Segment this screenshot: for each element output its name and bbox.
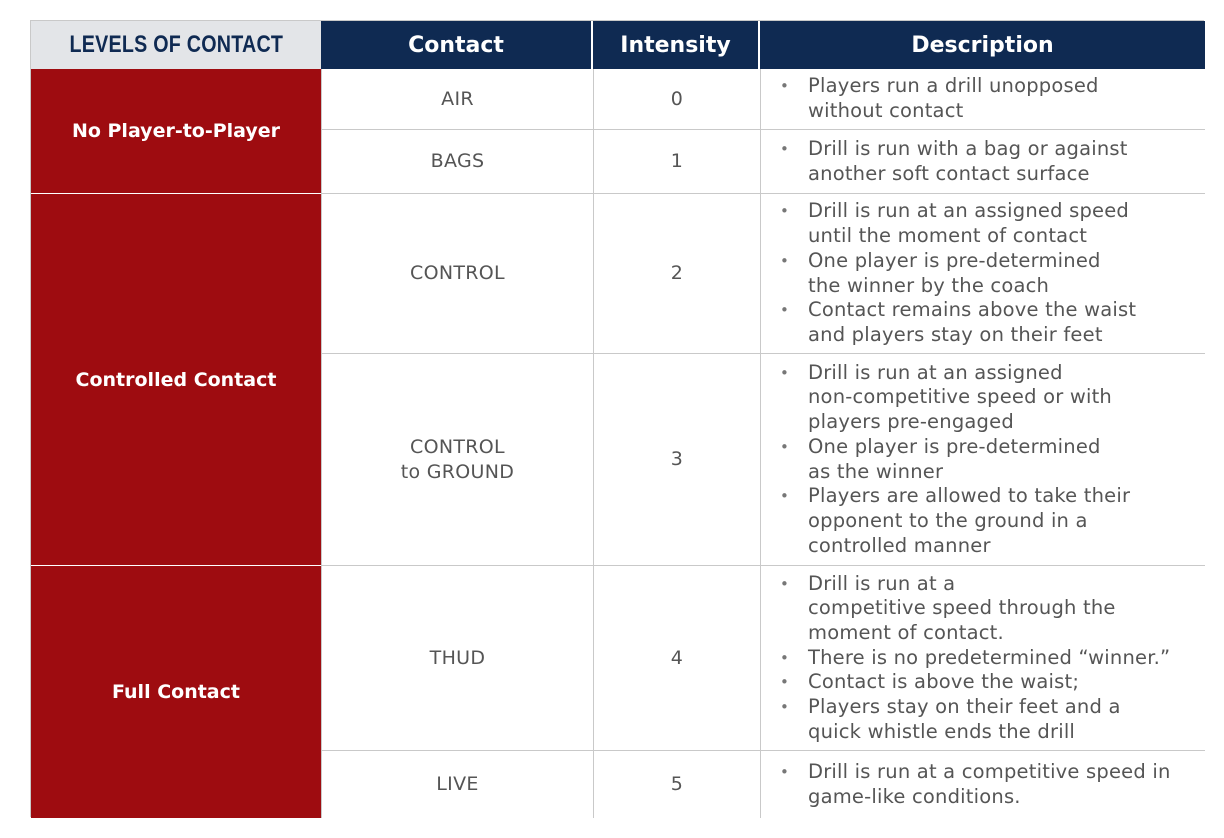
description-item: • There is no predetermined “winner.”	[780, 646, 1170, 671]
contact-label: CONTROL	[410, 262, 505, 284]
description-item: • Players run a drill unopposed without contact	[780, 74, 1099, 123]
description-cell	[760, 566, 1205, 751]
table-title-text: LEVELS OF CONTACT	[69, 31, 283, 58]
description-cell	[760, 354, 1205, 566]
category-no-player-to-player: No Player-to-Player	[31, 69, 321, 194]
description-item: • Players stay on their feet and a quick whistle ends the drill	[780, 695, 1170, 744]
contact-label-line: to GROUND	[400, 460, 515, 483]
contact-label-stack	[401, 435, 514, 485]
description-item: • One player is pre-determined the winner by the coach	[780, 249, 1136, 298]
description-list	[780, 199, 1136, 347]
header-contact: Contact	[321, 21, 593, 69]
description-item: • Drill is run at a competitive speed in game-like conditions.	[780, 760, 1171, 809]
category-controlled-contact: Controlled Contact	[31, 194, 321, 566]
contact-cell-air	[321, 69, 593, 130]
contact-cell-control-to-ground	[321, 354, 593, 566]
description-cell	[760, 194, 1205, 354]
intensity-cell: 0	[593, 69, 760, 130]
table-title	[31, 21, 321, 69]
description-list	[780, 572, 1170, 745]
contact-label: AIR	[441, 87, 474, 110]
contact-label: LIVE	[436, 773, 479, 795]
contact-label: THUD	[429, 646, 486, 669]
contact-label: BAGS	[430, 150, 485, 172]
description-list	[780, 361, 1130, 559]
intensity-cell: 1	[593, 130, 760, 194]
description-item: • Players are allowed to take their opponent to the ground in a controlled manner	[780, 484, 1130, 558]
description-item: • Drill is run at a competitive speed through the moment of contact.	[780, 572, 1170, 646]
description-item: • Drill is run with a bag or against another soft contact surface	[780, 137, 1128, 186]
description-item: • Drill is run at an assigned speed until the moment of contact	[780, 199, 1136, 248]
contact-cell-thud	[321, 566, 593, 751]
category-full-contact: Full Contact	[31, 566, 321, 818]
description-item: • One player is pre-determined as the winner	[780, 435, 1130, 484]
contact-cell-control	[321, 194, 593, 354]
intensity-cell: 5	[593, 751, 760, 818]
description-item: • Contact is above the waist;	[780, 670, 1170, 695]
levels-of-contact-table	[30, 20, 1204, 817]
intensity-cell: 2	[593, 194, 760, 354]
contact-cell-bags	[321, 130, 593, 194]
intensity-cell: 4	[593, 566, 760, 751]
description-cell	[760, 69, 1205, 130]
contact-label-line: CONTROL	[410, 435, 505, 458]
description-list	[780, 137, 1128, 186]
header-description: Description	[760, 21, 1205, 69]
description-cell	[760, 751, 1205, 818]
description-list	[780, 74, 1099, 123]
description-item: • Contact remains above the waist and players stay on their feet	[780, 298, 1136, 347]
intensity-cell: 3	[593, 354, 760, 566]
description-list	[780, 760, 1171, 809]
contact-cell-live	[321, 751, 593, 818]
header-intensity: Intensity	[593, 21, 760, 69]
description-cell	[760, 130, 1205, 194]
description-item: • Drill is run at an assigned non-competitive speed or with players pre-engaged	[780, 361, 1130, 435]
